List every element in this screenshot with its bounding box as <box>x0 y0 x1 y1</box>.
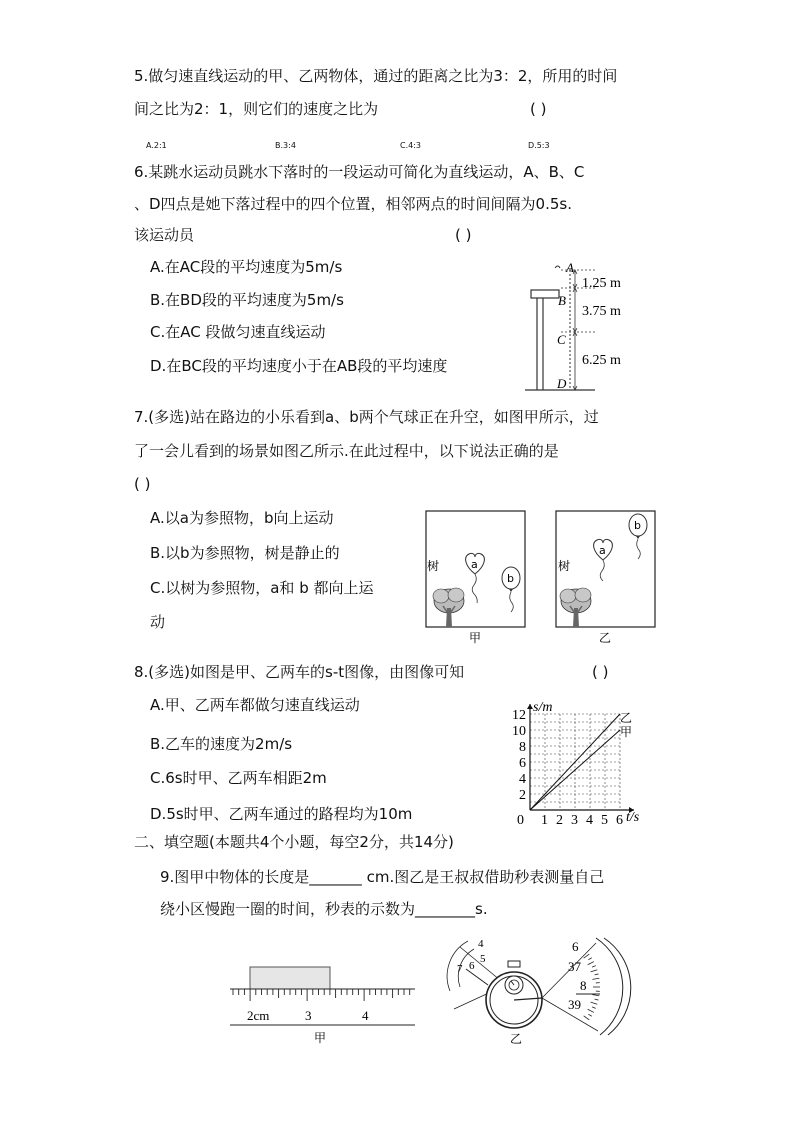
y-tick-label: 2 <box>519 788 526 803</box>
large-dial-37: 37 <box>568 959 581 974</box>
dial-tick <box>595 999 599 1000</box>
balloon-b-label: b <box>507 572 514 585</box>
q7-bracket: ( ) <box>134 475 151 493</box>
large-dial-6: 6 <box>572 939 579 954</box>
ruler-caption: 甲 <box>314 1031 327 1045</box>
x-tick-label: 3 <box>571 813 578 828</box>
q8-option-c: C.6s时甲、乙两车相距2m <box>150 769 327 787</box>
q9-line1: 9.图甲中物体的长度是_______ cm.图乙是王叔叔借助秒表测量自己 <box>160 868 605 886</box>
dial-tick <box>588 958 591 960</box>
q8-bracket: ( ) <box>592 663 609 681</box>
q7-line1: 7.(多选)站在路边的小乐看到a、b两个气球正在升空，如图甲所示，过 <box>134 408 599 426</box>
q6-option-c: C.在AC 段做匀速直线运动 <box>150 323 326 341</box>
dial-tick <box>591 1002 598 1004</box>
q6-option-d: D.在BC段的平均速度小于在AB段的平均速度 <box>150 357 448 375</box>
q5-line1: 5.做匀速直线运动的甲、乙两物体，通过的距离之比为3：2，所用的时间 <box>134 67 618 85</box>
point-c-label: C <box>557 332 566 347</box>
q5-option-d: D.5:3 <box>528 141 550 150</box>
dial-tick <box>592 966 596 968</box>
x-tick-label: 5 <box>601 813 608 828</box>
balloon-a-label: a <box>599 544 606 557</box>
dial-tick <box>588 962 594 965</box>
large-dial-39: 39 <box>568 997 581 1012</box>
small-dial-6: 6 <box>469 960 475 972</box>
ruler-ticks <box>233 989 410 1001</box>
series-label-yi: 乙 <box>620 711 633 725</box>
q6-line2: 、D四点是她下落过程中的四个位置，相邻两点的时间间隔为0.5s. <box>134 195 572 213</box>
y-tick-label: 10 <box>512 724 526 739</box>
small-dial-5: 5 <box>480 953 486 965</box>
point-b-label: B <box>558 293 566 308</box>
small-dial-7: 7 <box>457 963 463 975</box>
ruler-label-4: 4 <box>362 1008 369 1023</box>
small-dial-4: 4 <box>478 938 484 950</box>
y-axis-label: s/m <box>533 700 553 715</box>
distance-ab: 1.25 m <box>582 276 621 291</box>
stopwatch-caption: 乙 <box>510 1032 523 1046</box>
balloon-scenes <box>425 510 665 645</box>
diving-figure <box>525 256 665 396</box>
ruler-figure <box>225 960 425 1050</box>
q6-bracket: ( ) <box>455 226 472 244</box>
q6-line1: 6.某跳水运动员跳水下落时的一段运动可简化为直线运动，A、B、C <box>134 163 585 181</box>
y-tick-label: 12 <box>512 708 526 723</box>
point-a-label: A <box>566 260 574 275</box>
q6-line3: 该运动员 <box>134 226 195 244</box>
st-chart <box>505 698 675 828</box>
caption-yi: 乙 <box>599 631 612 645</box>
q5-option-b: B.3:4 <box>275 141 296 150</box>
y-tick-label: 6 <box>519 756 526 771</box>
q8-option-b: B.乙车的速度为2m/s <box>150 735 293 753</box>
measured-block <box>250 967 330 989</box>
distance-bc: 3.75 m <box>582 304 621 319</box>
dial-tick <box>588 1014 591 1016</box>
caption-jia: 甲 <box>469 631 482 645</box>
balloon-b-label: b <box>634 519 641 532</box>
y-tick-label: 4 <box>519 772 526 787</box>
dial-tick <box>584 1016 590 1020</box>
x-tick-label: 1 <box>541 813 548 828</box>
stopwatch-icon <box>486 961 542 1028</box>
q5-option-a: A.2:1 <box>146 141 167 150</box>
q6-option-b: B.在BD段的平均速度为5m/s <box>150 291 344 309</box>
dial-tick <box>595 974 599 975</box>
large-dial-8: 8 <box>580 978 587 993</box>
tree-label-yi: 树 <box>558 559 571 573</box>
q9-line2: 绕小区慢跑一圈的时间，秒表的示数为________s. <box>160 900 488 918</box>
q8-option-a: A.甲、乙两车都做匀速直线运动 <box>150 696 360 714</box>
dial-tick <box>592 995 599 996</box>
ruler-label-3: 3 <box>305 1008 312 1023</box>
platform <box>531 290 559 298</box>
q8-option-d: D.5s时甲、乙两车通过的路程均为10m <box>150 805 413 823</box>
dial-tick <box>588 1009 594 1012</box>
q7-option-a: A.以a为参照物，b向上运动 <box>150 509 334 527</box>
x-tick-label: 0 <box>517 813 524 828</box>
dial-tick <box>592 1007 596 1009</box>
dial-tick <box>592 978 599 979</box>
q5-option-c: C.4:3 <box>400 141 422 150</box>
q7-option-c: C.以树为参照物，a和 b 都向上运 <box>150 579 374 597</box>
x-tick-label: 2 <box>556 813 563 828</box>
y-tick-label: 8 <box>519 740 526 755</box>
q5-line2: 间之比为2：1，则它们的速度之比为 <box>134 100 379 118</box>
dial-tick <box>591 970 598 972</box>
tree-label-jia: 树 <box>427 559 440 573</box>
x-axis-label: t/s <box>626 810 640 825</box>
q7-option-b: B.以b为参照物，树是静止的 <box>150 544 340 562</box>
stopwatch-figure <box>448 935 628 1047</box>
q6-option-a: A.在AC段的平均速度为5m/s <box>150 258 343 276</box>
point-d-label: D <box>557 376 567 391</box>
x-tick-label: 6 <box>616 813 623 828</box>
q5-bracket: ( ) <box>530 100 547 118</box>
balloon-a-label: a <box>471 558 478 571</box>
q8-line1: 8.(多选)如图是甲、乙两车的s-t图像，由图像可知 <box>134 663 465 681</box>
section2-heading: 二、填空题(本题共4个小题，每空2分，共14分) <box>134 833 454 851</box>
q7-line2: 了一会儿看到的场景如图乙所示.在此过程中，以下说法正确的是 <box>134 442 559 460</box>
scene-yi <box>556 511 655 627</box>
q7-option-c-cont: 动 <box>150 613 166 631</box>
ruler-label-2cm: 2cm <box>247 1008 270 1023</box>
x-tick-label: 4 <box>586 813 593 828</box>
scene-jia <box>426 511 525 627</box>
distance-cd: 6.25 m <box>582 353 621 368</box>
series-label-jia: 甲 <box>620 725 633 739</box>
